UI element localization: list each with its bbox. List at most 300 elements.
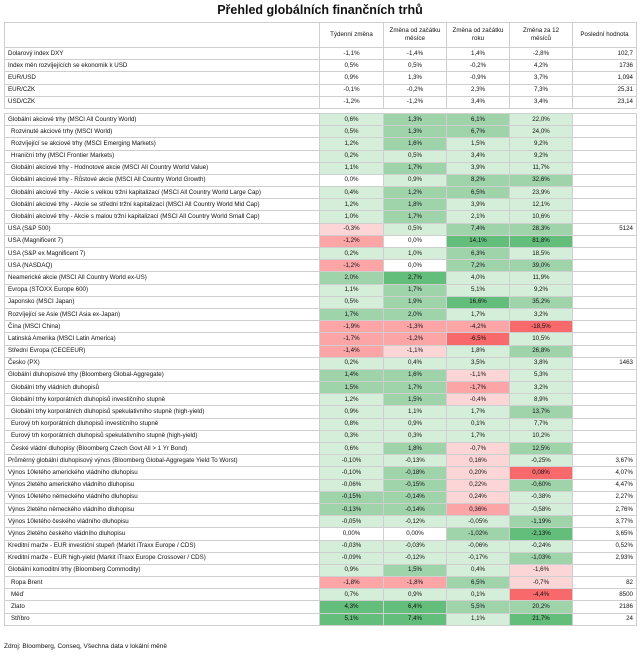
mtd-change-cell: 1,7% bbox=[384, 382, 447, 394]
table-row bbox=[5, 577, 637, 589]
row-label: Výnos 2letého amerického vládního dluhopisu bbox=[5, 479, 320, 491]
table-row bbox=[5, 443, 637, 455]
mtd-change-cell: 1,1% bbox=[384, 406, 447, 418]
row-label: USD/CZK bbox=[5, 96, 320, 108]
last-value-cell bbox=[573, 406, 637, 418]
12m-change-cell: -0,58% bbox=[510, 503, 573, 515]
mtd-change-cell: 1,7% bbox=[384, 162, 447, 174]
table-row bbox=[5, 296, 637, 308]
mtd-change-cell: -0,03% bbox=[384, 540, 447, 552]
weekly-change-cell: 0,5% bbox=[320, 126, 384, 138]
12m-change-cell: 3,2% bbox=[510, 308, 573, 320]
weekly-change-cell: 0,7% bbox=[320, 589, 384, 601]
ytd-change-cell: -1,1% bbox=[447, 369, 510, 381]
table-row bbox=[5, 528, 637, 540]
ytd-change-cell: 2,1% bbox=[447, 211, 510, 223]
mtd-change-cell: 6,4% bbox=[384, 601, 447, 613]
table-row bbox=[5, 284, 637, 296]
last-value-cell bbox=[573, 369, 637, 381]
row-label: Globální akciové trhy - Akcie s velkou tržní kapitalizací (MSCI All Country World Large Cap) bbox=[5, 187, 320, 199]
weekly-change-cell: 1,2% bbox=[320, 138, 384, 150]
last-value-cell: 2186 bbox=[573, 601, 637, 613]
weekly-change-cell: 0,9% bbox=[320, 406, 384, 418]
last-value-cell bbox=[573, 296, 637, 308]
ytd-change-cell: 7,4% bbox=[447, 223, 510, 235]
last-value-cell: 25,31 bbox=[573, 84, 637, 96]
weekly-change-cell: 0,2% bbox=[320, 248, 384, 260]
12m-change-cell: 7,7% bbox=[510, 418, 573, 430]
table-row bbox=[5, 406, 637, 418]
row-label: USA (NASDAQ) bbox=[5, 260, 320, 272]
header-mtd: Změna od začátku měsíce bbox=[384, 23, 447, 48]
12m-change-cell: -1,19% bbox=[510, 516, 573, 528]
weekly-change-cell: 0,2% bbox=[320, 150, 384, 162]
mtd-change-cell: 0,9% bbox=[384, 589, 447, 601]
table-row bbox=[5, 48, 637, 60]
mtd-change-cell: -0,18% bbox=[384, 467, 447, 479]
table-row bbox=[5, 199, 637, 211]
ytd-change-cell: 1,7% bbox=[447, 430, 510, 442]
mtd-change-cell: 1,8% bbox=[384, 199, 447, 211]
12m-change-cell: 10,5% bbox=[510, 333, 573, 345]
ytd-change-cell: 0,16% bbox=[447, 455, 510, 467]
weekly-change-cell: 0,8% bbox=[320, 418, 384, 430]
row-label: Eurový trh korporátních dluhopisů spekulativního stupně (high-yield) bbox=[5, 430, 320, 442]
row-label: EUR/CZK bbox=[5, 84, 320, 96]
row-label: Globální akciové trhy (MSCI All Country World) bbox=[5, 113, 320, 125]
last-value-cell bbox=[573, 430, 637, 442]
ytd-change-cell: 2,3% bbox=[447, 84, 510, 96]
12m-change-cell: 3,4% bbox=[510, 96, 573, 108]
weekly-change-cell: 1,1% bbox=[320, 284, 384, 296]
weekly-change-cell: -0,09% bbox=[320, 552, 384, 564]
weekly-change-cell: 4,3% bbox=[320, 601, 384, 613]
row-label: Rozvíjející se Asie (MSCI Asia ex-Japan) bbox=[5, 308, 320, 320]
mtd-change-cell: -1,3% bbox=[384, 321, 447, 333]
last-value-cell: 3,65% bbox=[573, 528, 637, 540]
12m-change-cell: 9,2% bbox=[510, 138, 573, 150]
row-label: Evropa (STOXX Europe 600) bbox=[5, 284, 320, 296]
12m-change-cell: 22,0% bbox=[510, 113, 573, 125]
ytd-change-cell: -6,5% bbox=[447, 333, 510, 345]
table-row bbox=[5, 223, 637, 235]
last-value-cell: 2,27% bbox=[573, 491, 637, 503]
last-value-cell bbox=[573, 321, 637, 333]
table-row bbox=[5, 589, 637, 601]
last-value-cell bbox=[573, 394, 637, 406]
weekly-change-cell: 0,00% bbox=[320, 528, 384, 540]
table-row bbox=[5, 357, 637, 369]
weekly-change-cell: -0,13% bbox=[320, 503, 384, 515]
last-value-cell: 4,07% bbox=[573, 467, 637, 479]
last-value-cell bbox=[573, 150, 637, 162]
weekly-change-cell: 1,5% bbox=[320, 382, 384, 394]
row-label: Globální komoditní trhy (Bloomberg Commodity) bbox=[5, 564, 320, 576]
12m-change-cell: 0,08% bbox=[510, 467, 573, 479]
weekly-change-cell: -0,03% bbox=[320, 540, 384, 552]
mtd-change-cell: 1,3% bbox=[384, 72, 447, 84]
last-value-cell bbox=[573, 248, 637, 260]
weekly-change-cell: -0,15% bbox=[320, 491, 384, 503]
last-value-cell bbox=[573, 284, 637, 296]
12m-change-cell: 4,2% bbox=[510, 60, 573, 72]
ytd-change-cell: 1,7% bbox=[447, 406, 510, 418]
12m-change-cell: -1,6% bbox=[510, 564, 573, 576]
12m-change-cell: -18,5% bbox=[510, 321, 573, 333]
weekly-change-cell: 1,2% bbox=[320, 199, 384, 211]
mtd-change-cell: -0,13% bbox=[384, 455, 447, 467]
last-value-cell bbox=[573, 211, 637, 223]
mtd-change-cell: -1,8% bbox=[384, 577, 447, 589]
ytd-change-cell: 5,5% bbox=[447, 601, 510, 613]
ytd-change-cell: 0,1% bbox=[447, 418, 510, 430]
table-row bbox=[5, 479, 637, 491]
last-value-cell bbox=[573, 564, 637, 576]
last-value-cell: 102,7 bbox=[573, 48, 637, 60]
mtd-change-cell: 0,0% bbox=[384, 235, 447, 247]
last-value-cell: 1736 bbox=[573, 60, 637, 72]
mtd-change-cell: -0,12% bbox=[384, 552, 447, 564]
row-label: USA (S&P ex Magnificent 7) bbox=[5, 248, 320, 260]
last-value-cell: 1463 bbox=[573, 357, 637, 369]
mtd-change-cell: 1,3% bbox=[384, 126, 447, 138]
row-label: Globální akciové trhy - Akcie se střední tržní kapitalizací (MSCI All Country World Mid Cap) bbox=[5, 199, 320, 211]
mtd-change-cell: -1,4% bbox=[384, 48, 447, 60]
weekly-change-cell: 0,4% bbox=[320, 187, 384, 199]
table-row bbox=[5, 60, 637, 72]
last-value-cell bbox=[573, 199, 637, 211]
table-row bbox=[5, 84, 637, 96]
weekly-change-cell: -0,1% bbox=[320, 84, 384, 96]
12m-change-cell: 24,0% bbox=[510, 126, 573, 138]
weekly-change-cell: 0,9% bbox=[320, 564, 384, 576]
table-row bbox=[5, 308, 637, 320]
mtd-change-cell: -1,2% bbox=[384, 333, 447, 345]
row-label: Výnos 10letého českého vládního dluhopisu bbox=[5, 516, 320, 528]
market-table bbox=[4, 22, 637, 626]
table-row bbox=[5, 369, 637, 381]
table-row bbox=[5, 455, 637, 467]
weekly-change-cell: 0,0% bbox=[320, 174, 384, 186]
ytd-change-cell: 6,1% bbox=[447, 113, 510, 125]
last-value-cell: 3,77% bbox=[573, 516, 637, 528]
mtd-change-cell: 1,5% bbox=[384, 564, 447, 576]
weekly-change-cell: -0,10% bbox=[320, 455, 384, 467]
mtd-change-cell: 0,00% bbox=[384, 528, 447, 540]
ytd-change-cell: 8,2% bbox=[447, 174, 510, 186]
12m-change-cell: 32,6% bbox=[510, 174, 573, 186]
last-value-cell bbox=[573, 187, 637, 199]
source-note: Zdroj: Bloomberg, Conseq, Všechna data v lokální měně bbox=[4, 643, 167, 650]
ytd-change-cell: 0,20% bbox=[447, 467, 510, 479]
mtd-change-cell: -0,14% bbox=[384, 491, 447, 503]
mtd-change-cell: 7,4% bbox=[384, 613, 447, 625]
mtd-change-cell: 1,6% bbox=[384, 369, 447, 381]
row-label: Dolarový index DXY bbox=[5, 48, 320, 60]
weekly-change-cell: 1,7% bbox=[320, 308, 384, 320]
row-label: České vládní dluhopisy (Bloomberg Czech Govt All > 1 Yr Bond) bbox=[5, 443, 320, 455]
last-value-cell bbox=[573, 382, 637, 394]
last-value-cell bbox=[573, 260, 637, 272]
table-row bbox=[5, 516, 637, 528]
row-label: Globální akciové trhy - Akcie s malou tržní kapitalizací (MSCI All Country World Small Cap) bbox=[5, 211, 320, 223]
12m-change-cell: 39,0% bbox=[510, 260, 573, 272]
header-row bbox=[5, 23, 637, 48]
header-12m: Změna za 12 měsíců bbox=[510, 23, 573, 48]
ytd-change-cell: -0,7% bbox=[447, 443, 510, 455]
last-value-cell bbox=[573, 418, 637, 430]
ytd-change-cell: 1,1% bbox=[447, 613, 510, 625]
mtd-change-cell: 0,5% bbox=[384, 223, 447, 235]
12m-change-cell: -0,60% bbox=[510, 479, 573, 491]
ytd-change-cell: 0,1% bbox=[447, 589, 510, 601]
weekly-change-cell: 0,5% bbox=[320, 60, 384, 72]
mtd-change-cell: 0,9% bbox=[384, 418, 447, 430]
mtd-change-cell: -1,2% bbox=[384, 96, 447, 108]
weekly-change-cell: -1,2% bbox=[320, 96, 384, 108]
header-ytd: Změna od začátku roku bbox=[447, 23, 510, 48]
table-row bbox=[5, 345, 637, 357]
last-value-cell: 2,93% bbox=[573, 552, 637, 564]
last-value-cell bbox=[573, 308, 637, 320]
page-title: Přehled globálních finančních trhů bbox=[217, 3, 423, 17]
row-label: Měď bbox=[5, 589, 320, 601]
last-value-cell bbox=[573, 345, 637, 357]
row-label: Výnos 2letého českého vládního dluhopisu bbox=[5, 528, 320, 540]
table-row bbox=[5, 150, 637, 162]
table-row bbox=[5, 211, 637, 223]
row-label: Stříbro bbox=[5, 613, 320, 625]
table-row bbox=[5, 248, 637, 260]
12m-change-cell: 21,7% bbox=[510, 613, 573, 625]
12m-change-cell: 35,2% bbox=[510, 296, 573, 308]
weekly-change-cell: -1,2% bbox=[320, 235, 384, 247]
last-value-cell bbox=[573, 174, 637, 186]
weekly-change-cell: -1,8% bbox=[320, 577, 384, 589]
weekly-change-cell: -0,06% bbox=[320, 479, 384, 491]
row-label: Česko (PX) bbox=[5, 357, 320, 369]
mtd-change-cell: 0,5% bbox=[384, 60, 447, 72]
last-value-cell: 23,14 bbox=[573, 96, 637, 108]
table-row bbox=[5, 72, 637, 84]
table-row bbox=[5, 162, 637, 174]
weekly-change-cell: 5,1% bbox=[320, 613, 384, 625]
ytd-change-cell: 7,2% bbox=[447, 260, 510, 272]
table-row bbox=[5, 321, 637, 333]
12m-change-cell: 26,8% bbox=[510, 345, 573, 357]
mtd-change-cell: 2,7% bbox=[384, 272, 447, 284]
table-row bbox=[5, 382, 637, 394]
12m-change-cell: 81,8% bbox=[510, 235, 573, 247]
table-row bbox=[5, 418, 637, 430]
ytd-change-cell: -1,02% bbox=[447, 528, 510, 540]
mtd-change-cell: 1,0% bbox=[384, 248, 447, 260]
table-row bbox=[5, 564, 637, 576]
12m-change-cell: -0,7% bbox=[510, 577, 573, 589]
last-value-cell bbox=[573, 162, 637, 174]
row-label: Globální trhy korporátních dluhopisů investičního stupně bbox=[5, 394, 320, 406]
12m-change-cell: 5,3% bbox=[510, 369, 573, 381]
weekly-change-cell: 1,2% bbox=[320, 394, 384, 406]
12m-change-cell: -0,25% bbox=[510, 455, 573, 467]
weekly-change-cell: 0,6% bbox=[320, 113, 384, 125]
weekly-change-cell: -1,2% bbox=[320, 260, 384, 272]
row-label: Eurový trh korporátních dluhopisů investičního stupně bbox=[5, 418, 320, 430]
mtd-change-cell: 0,4% bbox=[384, 357, 447, 369]
ytd-change-cell: 3,5% bbox=[447, 357, 510, 369]
ytd-change-cell: 3,4% bbox=[447, 150, 510, 162]
mtd-change-cell: -0,15% bbox=[384, 479, 447, 491]
row-label: Zlato bbox=[5, 601, 320, 613]
row-label: USA (S&P 500) bbox=[5, 223, 320, 235]
12m-change-cell: 3,8% bbox=[510, 357, 573, 369]
mtd-change-cell: 1,6% bbox=[384, 138, 447, 150]
12m-change-cell: 7,3% bbox=[510, 84, 573, 96]
table-row bbox=[5, 235, 637, 247]
12m-change-cell: -1,03% bbox=[510, 552, 573, 564]
table-row bbox=[5, 138, 637, 150]
mtd-change-cell: -0,14% bbox=[384, 503, 447, 515]
weekly-change-cell: -0,05% bbox=[320, 516, 384, 528]
ytd-change-cell: 1,8% bbox=[447, 345, 510, 357]
12m-change-cell: -0,38% bbox=[510, 491, 573, 503]
12m-change-cell: 13,7% bbox=[510, 406, 573, 418]
table-row bbox=[5, 260, 637, 272]
table-row bbox=[5, 394, 637, 406]
ytd-change-cell: -0,9% bbox=[447, 72, 510, 84]
last-value-cell bbox=[573, 126, 637, 138]
table-row bbox=[5, 467, 637, 479]
12m-change-cell: 23,9% bbox=[510, 187, 573, 199]
12m-change-cell: 18,5% bbox=[510, 248, 573, 260]
mtd-change-cell: 0,5% bbox=[384, 150, 447, 162]
header-last-value: Poslední hodnota bbox=[573, 23, 637, 48]
row-label: Průměrný globální dluhopisový výnos (Bloomberg Global-Aggregate Yield To Worst) bbox=[5, 455, 320, 467]
12m-change-cell: 9,2% bbox=[510, 150, 573, 162]
12m-change-cell: 3,2% bbox=[510, 382, 573, 394]
row-label: Výnos 10letého německého vládního dluhopisu bbox=[5, 491, 320, 503]
12m-change-cell: 11,7% bbox=[510, 162, 573, 174]
row-label: Globální dluhopisové trhy (Bloomberg Global-Aggregate) bbox=[5, 369, 320, 381]
row-label: Globální akciové trhy - Hodnotové akcie (MSCI All Country World Value) bbox=[5, 162, 320, 174]
last-value-cell bbox=[573, 333, 637, 345]
weekly-change-cell: -1,4% bbox=[320, 345, 384, 357]
last-value-cell bbox=[573, 235, 637, 247]
12m-change-cell: 28,3% bbox=[510, 223, 573, 235]
ytd-change-cell: -0,17% bbox=[447, 552, 510, 564]
row-label: EUR/USD bbox=[5, 72, 320, 84]
ytd-change-cell: -0,4% bbox=[447, 394, 510, 406]
last-value-cell: 8500 bbox=[573, 589, 637, 601]
12m-change-cell: 9,2% bbox=[510, 284, 573, 296]
table-row bbox=[5, 552, 637, 564]
row-label: Střední Evropa (CECEEUR) bbox=[5, 345, 320, 357]
row-label: Globální akciové trhy - Růstové akcie (MSCI All Country World Growth) bbox=[5, 174, 320, 186]
mtd-change-cell: 1,7% bbox=[384, 284, 447, 296]
row-label: Výnos 2letého německého vládního dluhopisu bbox=[5, 503, 320, 515]
ytd-change-cell: 16,6% bbox=[447, 296, 510, 308]
ytd-change-cell: 3,4% bbox=[447, 96, 510, 108]
last-value-cell bbox=[573, 113, 637, 125]
table-row bbox=[5, 491, 637, 503]
mtd-change-cell: 1,2% bbox=[384, 187, 447, 199]
row-label: Kreditní marže - EUR high-yield (Markit iTraxx Europe Crossover / CDS) bbox=[5, 552, 320, 564]
row-label: Rozvinuté akciové trhy (MSCI World) bbox=[5, 126, 320, 138]
ytd-change-cell: -4,2% bbox=[447, 321, 510, 333]
mtd-change-cell: 1,7% bbox=[384, 211, 447, 223]
ytd-change-cell: 4,0% bbox=[447, 272, 510, 284]
weekly-change-cell: -0,10% bbox=[320, 467, 384, 479]
12m-change-cell: 20,2% bbox=[510, 601, 573, 613]
table-row bbox=[5, 333, 637, 345]
12m-change-cell: 8,9% bbox=[510, 394, 573, 406]
last-value-cell: 4,47% bbox=[573, 479, 637, 491]
12m-change-cell: 10,2% bbox=[510, 430, 573, 442]
mtd-change-cell: 0,9% bbox=[384, 174, 447, 186]
row-label: Výnos 10letého amerického vládního dluhopisu bbox=[5, 467, 320, 479]
table-row bbox=[5, 613, 637, 625]
weekly-change-cell: 0,9% bbox=[320, 72, 384, 84]
12m-change-cell: 12,5% bbox=[510, 443, 573, 455]
12m-change-cell: 11,9% bbox=[510, 272, 573, 284]
header-label bbox=[5, 23, 320, 48]
ytd-change-cell: 1,7% bbox=[447, 308, 510, 320]
12m-change-cell: 10,6% bbox=[510, 211, 573, 223]
ytd-change-cell: 14,1% bbox=[447, 235, 510, 247]
last-value-cell: 0,52% bbox=[573, 540, 637, 552]
header-weekly: Týdenní změna bbox=[320, 23, 384, 48]
weekly-change-cell: 1,1% bbox=[320, 162, 384, 174]
row-label: Globální trhy korporátních dluhopisů spekulativního stupně (high-yield) bbox=[5, 406, 320, 418]
ytd-change-cell: 6,5% bbox=[447, 187, 510, 199]
weekly-change-cell: -1,7% bbox=[320, 333, 384, 345]
row-label: Index měn rozvíjejících se ekonomik k USD bbox=[5, 60, 320, 72]
mtd-change-cell: 0,0% bbox=[384, 260, 447, 272]
12m-change-cell: -2,13% bbox=[510, 528, 573, 540]
ytd-change-cell: 1,4% bbox=[447, 48, 510, 60]
ytd-change-cell: 0,36% bbox=[447, 503, 510, 515]
ytd-change-cell: 0,22% bbox=[447, 479, 510, 491]
row-label: Hraniční trhy (MSCI Frontier Markets) bbox=[5, 150, 320, 162]
ytd-change-cell: 6,7% bbox=[447, 126, 510, 138]
row-label: USA (Magnificent 7) bbox=[5, 235, 320, 247]
ytd-change-cell: -0,05% bbox=[447, 516, 510, 528]
weekly-change-cell: 0,6% bbox=[320, 443, 384, 455]
last-value-cell: 24 bbox=[573, 613, 637, 625]
ytd-change-cell: 1,5% bbox=[447, 138, 510, 150]
12m-change-cell: -4,4% bbox=[510, 589, 573, 601]
table-row bbox=[5, 540, 637, 552]
row-label: Globální trhy vládních dluhopisů bbox=[5, 382, 320, 394]
mtd-change-cell: -0,12% bbox=[384, 516, 447, 528]
weekly-change-cell: 0,2% bbox=[320, 357, 384, 369]
ytd-change-cell: 0,4% bbox=[447, 564, 510, 576]
12m-change-cell: -0,24% bbox=[510, 540, 573, 552]
mtd-change-cell: 1,9% bbox=[384, 296, 447, 308]
last-value-cell bbox=[573, 443, 637, 455]
mtd-change-cell: 1,8% bbox=[384, 443, 447, 455]
row-label: Japonsko (MSCI Japan) bbox=[5, 296, 320, 308]
ytd-change-cell: 6,5% bbox=[447, 577, 510, 589]
weekly-change-cell: 2,0% bbox=[320, 272, 384, 284]
mtd-change-cell: -0,2% bbox=[384, 84, 447, 96]
row-label: Čína (MSCI China) bbox=[5, 321, 320, 333]
table-row bbox=[5, 503, 637, 515]
weekly-change-cell: 1,4% bbox=[320, 369, 384, 381]
last-value-cell: 3,67% bbox=[573, 455, 637, 467]
weekly-change-cell: 1,0% bbox=[320, 211, 384, 223]
mtd-change-cell: 1,3% bbox=[384, 113, 447, 125]
